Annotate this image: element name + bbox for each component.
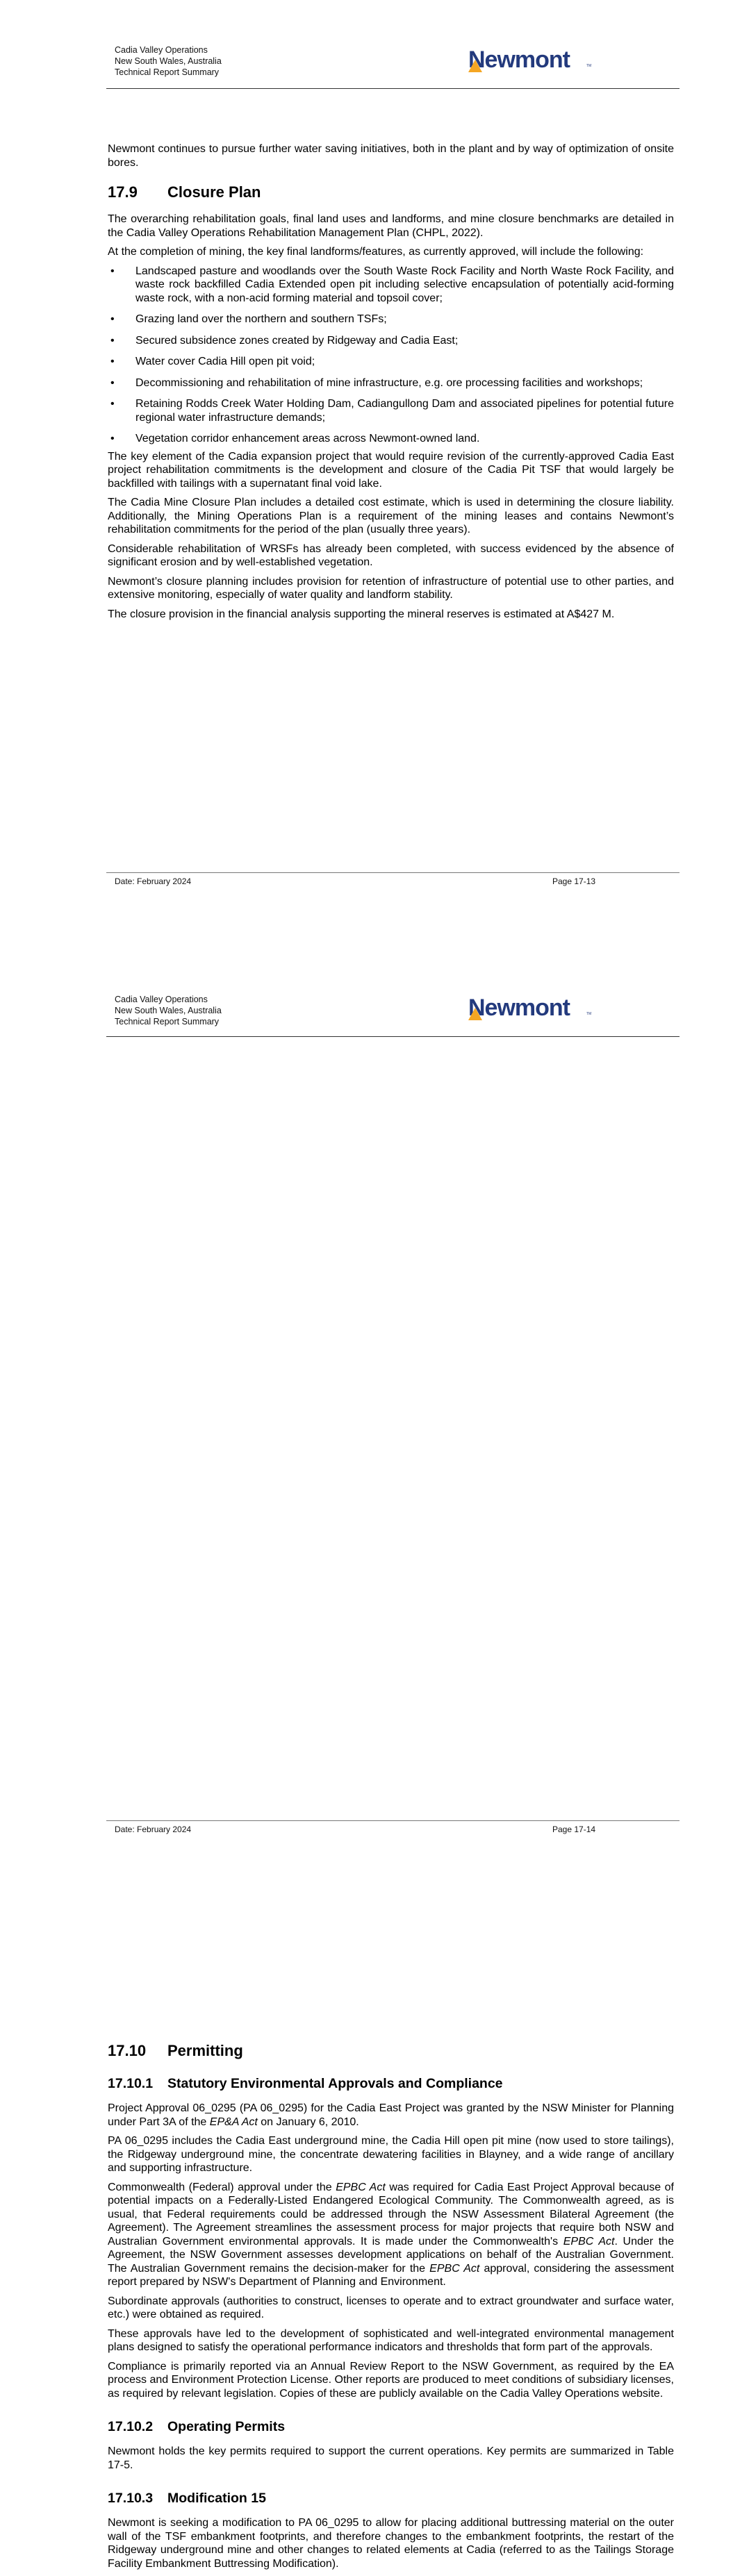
list-item-text: Secured subsidence zones created by Ridgeway and Cadia East; (135, 334, 459, 347)
list-item-text: Vegetation corridor enhancement areas across Newmont-owned land. (135, 433, 480, 444)
logo-trademark: TM (586, 1012, 592, 1016)
paragraph: These approvals have led to the development of sophisticated and well-integrated environmental management plans designed to satisfy the operational performance indicators and thresholds that form part of the approvals. (108, 2327, 674, 2353)
paragraph: The key element of the Cadia expansion project that would require revision of the currently-approved Cadia East project rehabilitation commitments is the development and closure of the Cadia Pit TSF that would largely be backfilled with tailings with a supernatant final void lake. (108, 450, 674, 490)
list-item (108, 313, 674, 326)
paragraph: The closure provision in the financial analysis supporting the mineral reserves is estimated at A$427 M. (108, 608, 615, 620)
paragraph: Newmont is seeking a modification to PA 06_0295 to allow for placing additional buttressing material on the outer wall of the TSF embankment footprints, and therefore changes to the embankment footprints, the restart of the Ridgeway underground mine and other changes to related elements at Cadia (referred to as the Tailings Storage Facility Embankment Buttressing Modification). (108, 2517, 674, 2570)
subsection-title: Operating Permits (167, 2419, 286, 2434)
bullet-icon: • (110, 334, 115, 347)
bullet-icon: • (110, 433, 115, 444)
header-line-1: Cadia Valley Operations (115, 45, 208, 55)
footer-date: Date: February 2024 (115, 876, 192, 886)
logo-triangle-icon (468, 1008, 482, 1020)
subsection-number: 17.10.1 (108, 2076, 154, 2091)
list-item (108, 376, 674, 390)
list-item-text: Decommissioning and rehabilitation of mine infrastructure, e.g. ore processing facilities and workshops; (135, 376, 643, 389)
logo-wordmark: Newmont (468, 995, 570, 1021)
list-item (108, 432, 674, 446)
bullet-icon: • (110, 265, 115, 277)
section-number: 17.10 (108, 2042, 147, 2059)
footer-date: Date: February 2024 (115, 1825, 192, 1834)
logo-triangle-icon (468, 60, 482, 72)
landforms-list (108, 265, 674, 446)
header-line-3: Technical Report Summary (115, 1017, 220, 1027)
header-line-2: New South Wales, Australia (115, 56, 222, 66)
header-text (115, 994, 222, 1027)
list-item-text: Retaining Rodds Creek Water Holding Dam, Cadiangullong Dam and associated pipelines for potential future regional water infrastructure demands; (135, 398, 674, 424)
section-heading-closure-plan (108, 183, 674, 201)
subsection-title: Modification 15 (167, 2491, 266, 2506)
page-17-13 (0, 0, 733, 948)
intro-paragraph: Newmont continues to pursue further water saving initiatives, both in the plant and by way of optimization of onsite bores. (108, 143, 674, 169)
act-name: EPBC Act (336, 2181, 386, 2193)
bullet-icon: • (110, 398, 115, 410)
header-text (115, 44, 222, 78)
list-item (108, 334, 674, 348)
paragraph: Commonwealth (Federal) approval under the EPBC Act was required for Cadia East Project Approval because of potential impacts on a Federally-Listed Endangered Ecological Community. The Commonwealth agreed, as is usual, that Federal requirements could be addressed through the NSW Assessment Bilateral Agreement (the Agreement). The Agreement streamlines the assessment process for major projects that require both NSW and Australian Government environmental approvals. It is made under the Commonwealth's EPBC Act. Under the Agreement, the NSW Government assesses development applications on behalf of the Australian Government. The Australian Government remains the decision-maker for the EPBC Act approval, considering the assessment report prepared by NSW's Department of Planning and Environment. (108, 2181, 675, 2288)
subsection-heading-operating-permits (108, 2418, 674, 2435)
logo-wordmark: Newmont (468, 47, 570, 73)
page-body (108, 142, 674, 626)
list-item (108, 397, 674, 424)
paragraph: Compliance is primarily reported via an Annual Review Report to the NSW Government, as required by the EA process and Environment Protection License. Other reports are produced to meet conditions of subsidiary licenses, as required by relevant legislation. Copies of these are publicly available on the Cadia Valley Operations website. (108, 2360, 674, 2400)
footer-page-number: Page 17-13 (552, 876, 596, 886)
header-line-1: Cadia Valley Operations (115, 995, 208, 1004)
page-17-14 (0, 948, 733, 2570)
newmont-logo (464, 46, 603, 74)
paragraph: The overarching rehabilitation goals, final land uses and landforms, and mine closure benchmarks are detailed in the Cadia Valley Operations Rehabilitation Management Plan (CHPL, 2022). (108, 213, 674, 239)
footer-divider (106, 872, 680, 873)
page-body (108, 2042, 674, 2576)
section-title: Closure Plan (167, 183, 261, 201)
section-number: 17.9 (108, 183, 138, 201)
list-item (108, 355, 674, 369)
paragraph: Considerable rehabilitation of WRSFs has already been completed, with success evidenced by the absence of significant erosion and by well-established vegetation. (108, 542, 674, 568)
paragraph: Newmont’s closure planning includes provision for retention of infrastructure of potential use to other parties, and extensive monitoring, especially of water quality and landform stability. (108, 575, 674, 601)
logo-trademark: TM (586, 64, 592, 68)
bullet-icon: • (110, 376, 115, 389)
subsection-heading-modification-15 (108, 2490, 674, 2507)
footer-page-number: Page 17-14 (552, 1825, 596, 1834)
list-item-text: Grazing land over the northern and southern TSFs; (135, 313, 387, 325)
subsection-number: 17.10.3 (108, 2491, 154, 2506)
header-divider (106, 88, 680, 89)
paragraph: Project Approval 06_0295 (PA 06_0295) for the Cadia East Project was granted by the NSW Minister for Planning under Part 3A of the EP&A Act on January 6, 2010. (108, 2102, 674, 2128)
subsection-heading-statutory-approvals (108, 2075, 674, 2092)
list-item (108, 265, 674, 306)
subsection-number: 17.10.2 (108, 2419, 154, 2434)
header-divider (106, 1036, 680, 1037)
act-name: EPBC Act (429, 2262, 480, 2275)
footer-divider (106, 1820, 680, 1821)
list-item-text: Water cover Cadia Hill open pit void; (135, 356, 315, 367)
header-line-2: New South Wales, Australia (115, 1006, 222, 1015)
bullet-icon: • (110, 356, 115, 367)
paragraph: Newmont holds the key permits required to support the current operations. Key permits are summarized in Table 17-5. (108, 2445, 674, 2471)
section-heading-permitting (108, 2042, 674, 2060)
header-line-3: Technical Report Summary (115, 67, 220, 77)
paragraph: Subordinate approvals (authorities to construct, licenses to operate and to extract groundwater and surface water, etc.) were obtained as required. (108, 2295, 674, 2320)
subsection-title: Statutory Environmental Approvals and Compliance (167, 2076, 503, 2091)
paragraph: At the completion of mining, the key final landforms/features, as currently approved, will include the following: (108, 246, 644, 258)
section-title: Permitting (167, 2042, 243, 2059)
newmont-logo (464, 994, 603, 1022)
paragraph: PA 06_0295 includes the Cadia East underground mine, the Cadia Hill open pit mine (now used to store tailings), the Ridgeway underground mine, the concentrate dewatering facilities in Blayney, and a wide range of ancillary and supporting infrastructure. (108, 2135, 674, 2174)
act-name: EPBC Act (563, 2235, 615, 2247)
list-item-text: Landscaped pasture and woodlands over the South Waste Rock Facility and North Waste Rock Facility, and waste rock backfilled Cadia Extended open pit including selective encapsulation of potentially acid-forming waste rock, with a non-acid forming material and topsoil cover; (135, 265, 674, 304)
bullet-icon: • (110, 313, 115, 325)
paragraph: The Cadia Mine Closure Plan includes a detailed cost estimate, which is used in determining the closure liability. Additionally, the Mining Operations Plan is a requirement of the mining leases and contains Newmont’s rehabilitation commitments for the period of the plan (usually three years). (108, 497, 674, 535)
act-name: EP&A Act (209, 2116, 258, 2128)
